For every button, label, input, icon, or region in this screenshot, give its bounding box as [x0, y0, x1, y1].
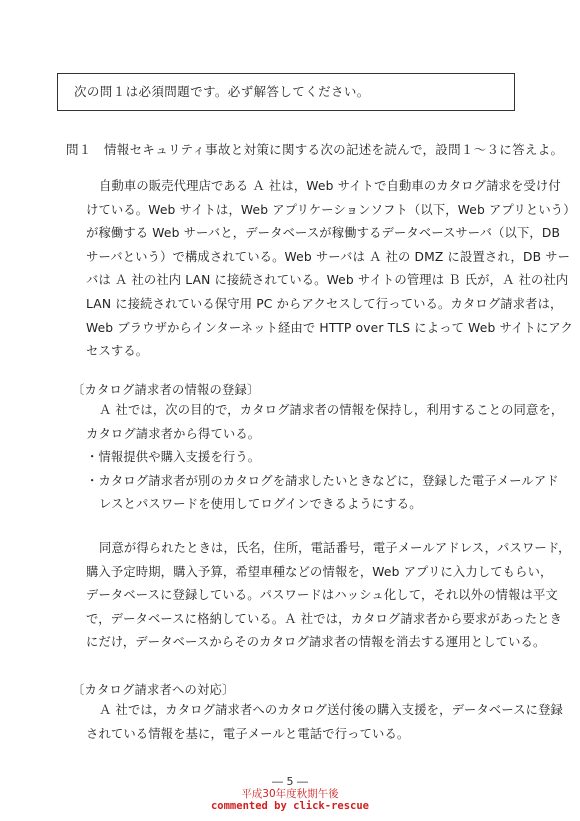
response-line: Ａ 社では，カタログ請求者へのカタログ送付後の購入支援を，データベースに登録	[99, 703, 563, 717]
registration-line: で，データベースに格納している。Ａ 社では，カタログ請求者から要求があったとき	[86, 611, 563, 626]
response-line: されている情報を基に，電子メールと電話で行っている。	[86, 726, 410, 741]
intro-line: LAN に接続されている保守用 PC からアクセスして行っている。カタログ請求者は，	[86, 296, 563, 311]
intro-line: が稼働する Web サーバと，データベースが稼働するデータベースサーバ（以下，DB	[86, 226, 561, 241]
registration-line: 同意が得られたときは，氏名，住所，電話番号，電子メールアドレス，パスワード，	[99, 541, 571, 555]
intro-line: セスする。	[86, 344, 149, 359]
registration-line: にだけ，データベースからそのカタログ請求者の情報を消去する運用としている。	[86, 635, 546, 650]
registration-line: Ａ 社では，次の目的で，カタログ請求者の情報を保持し，利用することの同意を，	[99, 403, 564, 417]
intro-line: サーバという）で構成されている。Web サーバは Ａ 社の DMZ に設置され，DB サー	[86, 249, 571, 264]
registration-paragraph	[86, 399, 564, 517]
response-paragraph	[86, 699, 563, 746]
question-number: 問１	[66, 142, 92, 157]
intro-line: バは Ａ 社の社内 LAN に接続されている。Web サイトの管理は Ｂ 氏が，Ａ 社の社内	[86, 273, 569, 288]
exam-term-stamp: 平成30年度秋期午後	[241, 788, 339, 800]
section-title-registration: 〔カタログ請求者の情報の登録〕	[72, 383, 260, 397]
registration-paragraph-2	[86, 537, 571, 655]
registration-line: データベースに登録している。パスワードはハッシュ化して，それ以外の情報は平文	[86, 588, 558, 603]
commentary-credit-stamp: commented by click-rescue	[210, 800, 370, 812]
intro-line: Web ブラウザからインターネット経由で HTTP over TLS によって Web サイトにアク	[86, 320, 573, 335]
intro-line: 自動車の販売代理店である Ａ 社は，Web サイトで自動車のカタログ請求を受け付	[99, 179, 561, 193]
registration-line: 購入予定時期，購入予算，希望車種などの情報を，Web アプリに入力してもらい，	[86, 564, 553, 579]
bullet-item-continued: レスとパスワードを使用してログインできるようにする。	[99, 497, 422, 512]
question-text: 情報セキュリティ事故と対策に関する次の記述を読んで，設問１～３に答えよ。	[104, 142, 564, 157]
question-heading	[66, 140, 563, 158]
required-question-notice: 次の問１は必須問題です。必ず解答してください。	[57, 73, 515, 111]
section-title-response: 〔カタログ請求者への対応〕	[72, 683, 235, 697]
intro-paragraph	[86, 175, 576, 364]
intro-line: けている。Web サイトは，Web アプリケーションソフト（以下，Web アプリという）	[86, 202, 576, 217]
bullet-item: ・情報提供や購入支援を行う。	[86, 450, 261, 465]
page-number: ― 5 ―	[272, 775, 308, 788]
bullet-item: ・カタログ請求者が別のカタログを請求したいときなどに，登録した電子メールアド	[86, 473, 559, 488]
registration-line: カタログ請求者から得ている。	[86, 426, 261, 441]
